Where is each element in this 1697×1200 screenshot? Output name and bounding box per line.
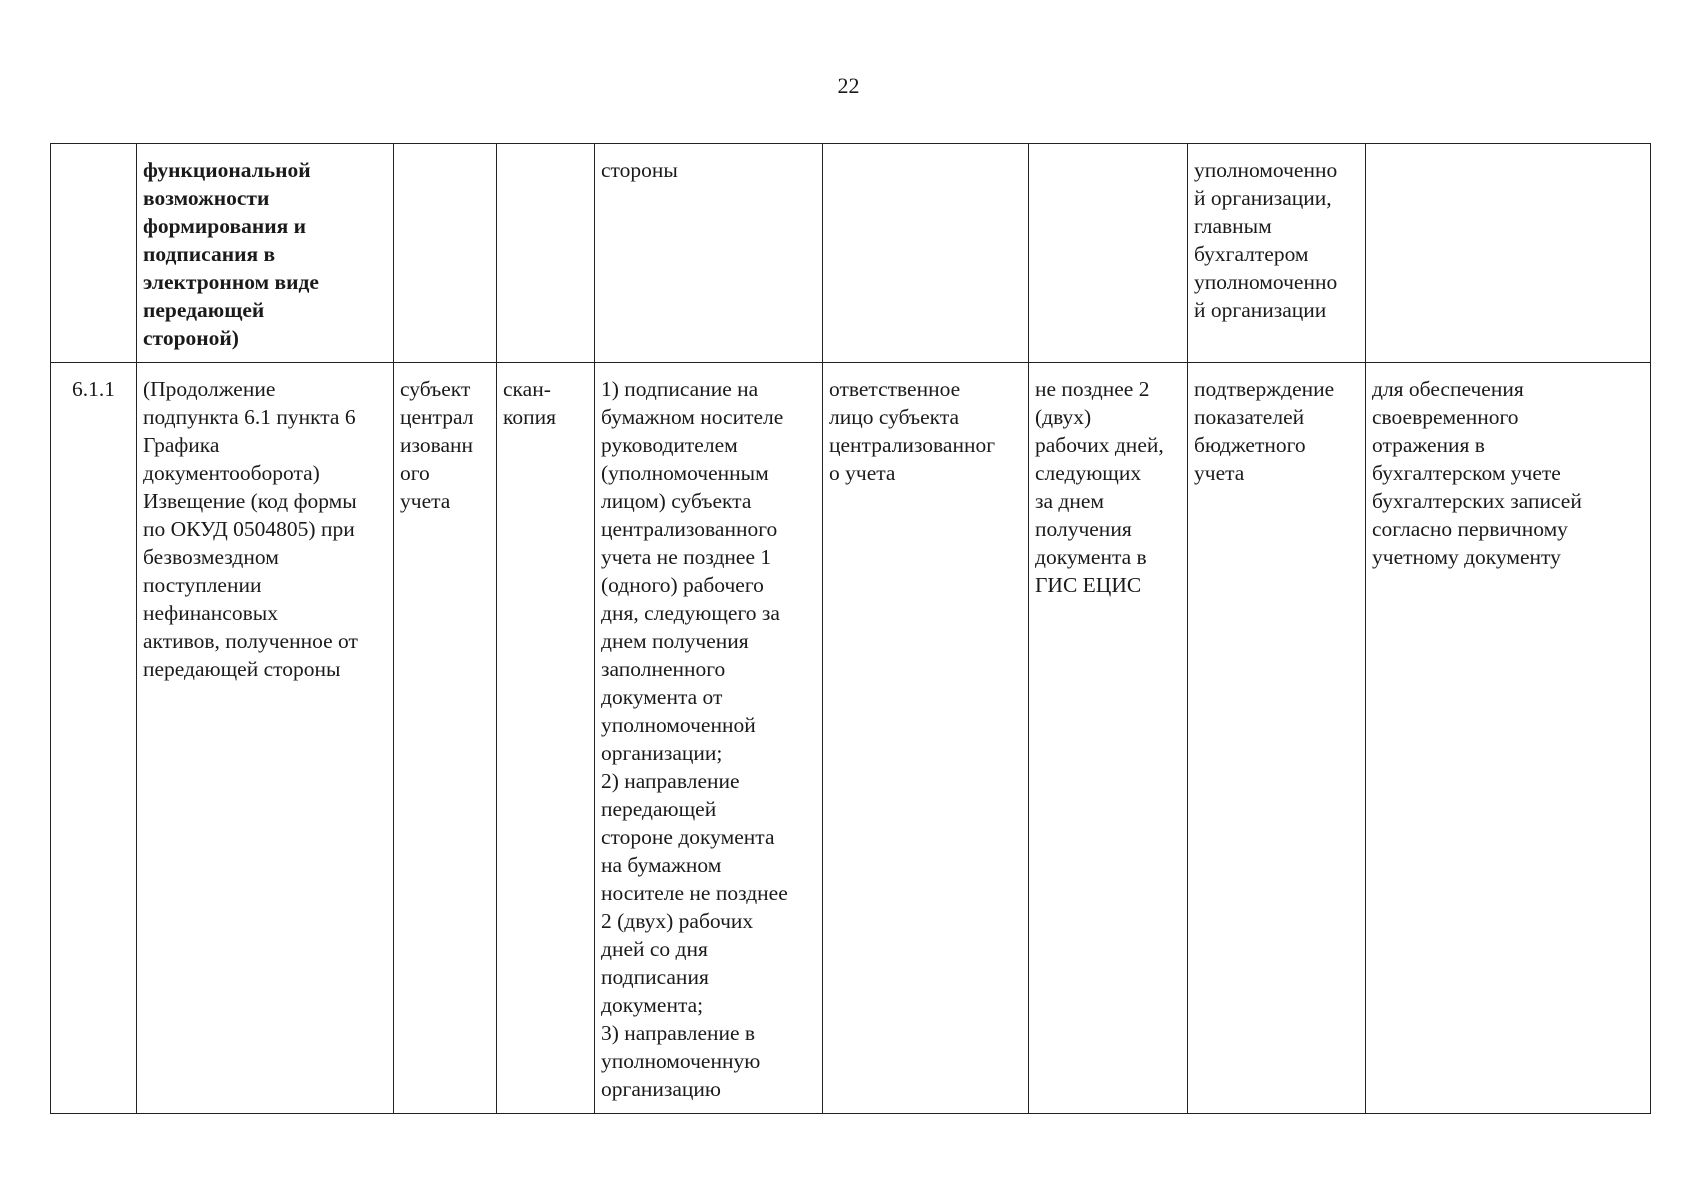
table-row	[51, 144, 1651, 363]
cell-purpose: подтверждение показателей бюджетного учета	[1188, 363, 1366, 1114]
cell-responsible	[823, 144, 1029, 363]
cell-number: 6.1.1	[51, 363, 137, 1114]
cell-creator	[394, 144, 497, 363]
cell-document-name: функциональной возможности формирования и подписания в электронном виде передающей стороной)	[137, 144, 394, 363]
cell-note: для обеспечения своевременного отражения в бухгалтерском учете бухгалтерских записей согласно первичному учетному документу	[1366, 363, 1651, 1114]
table-row	[51, 363, 1651, 1114]
cell-note	[1366, 144, 1651, 363]
cell-document-name: (Продолжение подпункта 6.1 пункта 6 Графика документооборота) Извещение (код формы по ОКУД 0504805) при безвозмездном поступлении нефинансовых активов, полученное от передающей стороны	[137, 363, 394, 1114]
cell-procedure: 1) подписание на бумажном носителе руководителем (уполномоченным лицом) субъекта централизованного учета не позднее 1 (одного) рабочего дня, следующего за днем получения заполненного документа от уполномоченной организации; 2) направление передающей стороне документа на бумажном носителе не позднее 2 (двух) рабочих дней со дня подписания документа; 3) направление в уполномоченную организацию	[595, 363, 823, 1114]
cell-number	[51, 144, 137, 363]
cell-responsible: ответственное лицо субъекта централизованног о учета	[823, 363, 1029, 1114]
cell-purpose: уполномоченно й организации, главным бухгалтером уполномоченно й организации	[1188, 144, 1366, 363]
cell-procedure: стороны	[595, 144, 823, 363]
cell-deadline: не позднее 2 (двух) рабочих дней, следующих за днем получения документа в ГИС ЕЦИС	[1029, 363, 1188, 1114]
page-number: 22	[837, 73, 860, 98]
cell-format: скан- копия	[497, 363, 595, 1114]
cell-format	[497, 144, 595, 363]
cell-creator: субъект централ изованн ого учета	[394, 363, 497, 1114]
document-table	[50, 143, 1651, 1114]
cell-deadline	[1029, 144, 1188, 363]
